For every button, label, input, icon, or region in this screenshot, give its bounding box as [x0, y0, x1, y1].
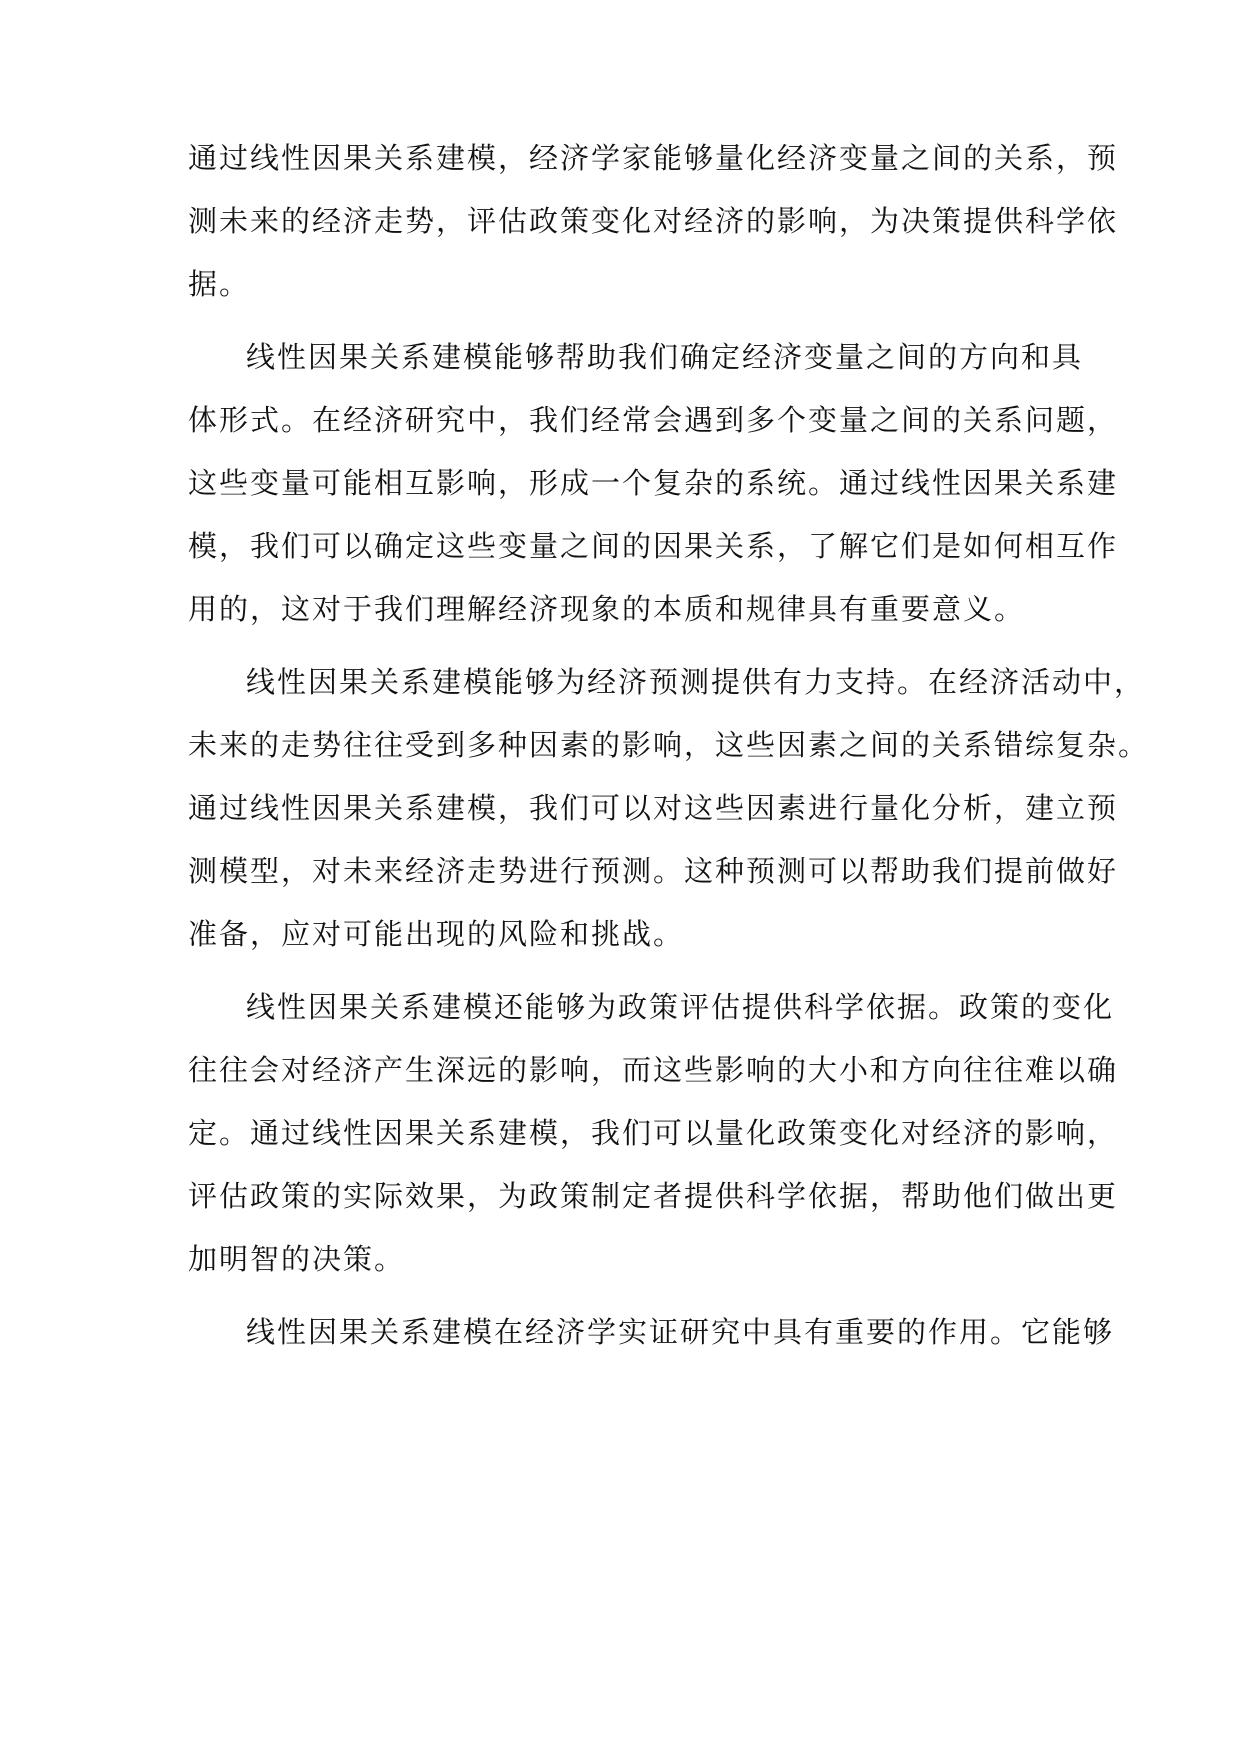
text-line: 线性因果关系建模还能够为政策评估提供科学依据。政策的变化	[246, 990, 1115, 1024]
text-line: 准备，应对可能出现的风险和挑战。	[188, 917, 685, 951]
text-line: 线性因果关系建模能够为经济预测提供有力支持。在经济活动中，	[246, 665, 1146, 699]
text-line: 评估政策的实际效果，为政策制定者提供科学依据，帮助他们做出更	[188, 1179, 1119, 1213]
text-line: 加明智的决策。	[188, 1242, 406, 1276]
text-line: 定。通过线性因果关系建模，我们可以量化政策变化对经济的影响，	[188, 1116, 1119, 1150]
text-line: 模，我们可以确定这些变量之间的因果关系，了解它们是如何相互作	[188, 529, 1119, 563]
text-line: 往往会对经济产生深远的影响，而这些影响的大小和方向往往难以确	[188, 1053, 1119, 1087]
text-line: 未来的走势往往受到多种因素的影响，这些因素之间的关系错综复杂。	[188, 728, 1150, 762]
text-line: 用的，这对于我们理解经济现象的本质和规律具有重要意义。	[188, 592, 1026, 626]
text-line: 线性因果关系建模能够帮助我们确定经济变量之间的方向和具	[246, 340, 1084, 374]
text-line: 通过线性因果关系建模，经济学家能够量化经济变量之间的关系，预	[188, 141, 1119, 175]
text-line: 体形式。在经济研究中，我们经常会遇到多个变量之间的关系问题，	[188, 403, 1119, 437]
text-line: 测模型，对未来经济走势进行预测。这种预测可以帮助我们提前做好	[188, 854, 1119, 888]
text-line: 据。	[188, 267, 251, 301]
text-line: 通过线性因果关系建模，我们可以对这些因素进行量化分析，建立预	[188, 791, 1119, 825]
text-line: 这些变量可能相互影响，形成一个复杂的系统。通过线性因果关系建	[188, 466, 1119, 500]
text-line: 线性因果关系建模在经济学实证研究中具有重要的作用。它能够	[246, 1315, 1115, 1349]
text-line: 测未来的经济走势，评估政策变化对经济的影响，为决策提供科学依	[188, 204, 1119, 238]
